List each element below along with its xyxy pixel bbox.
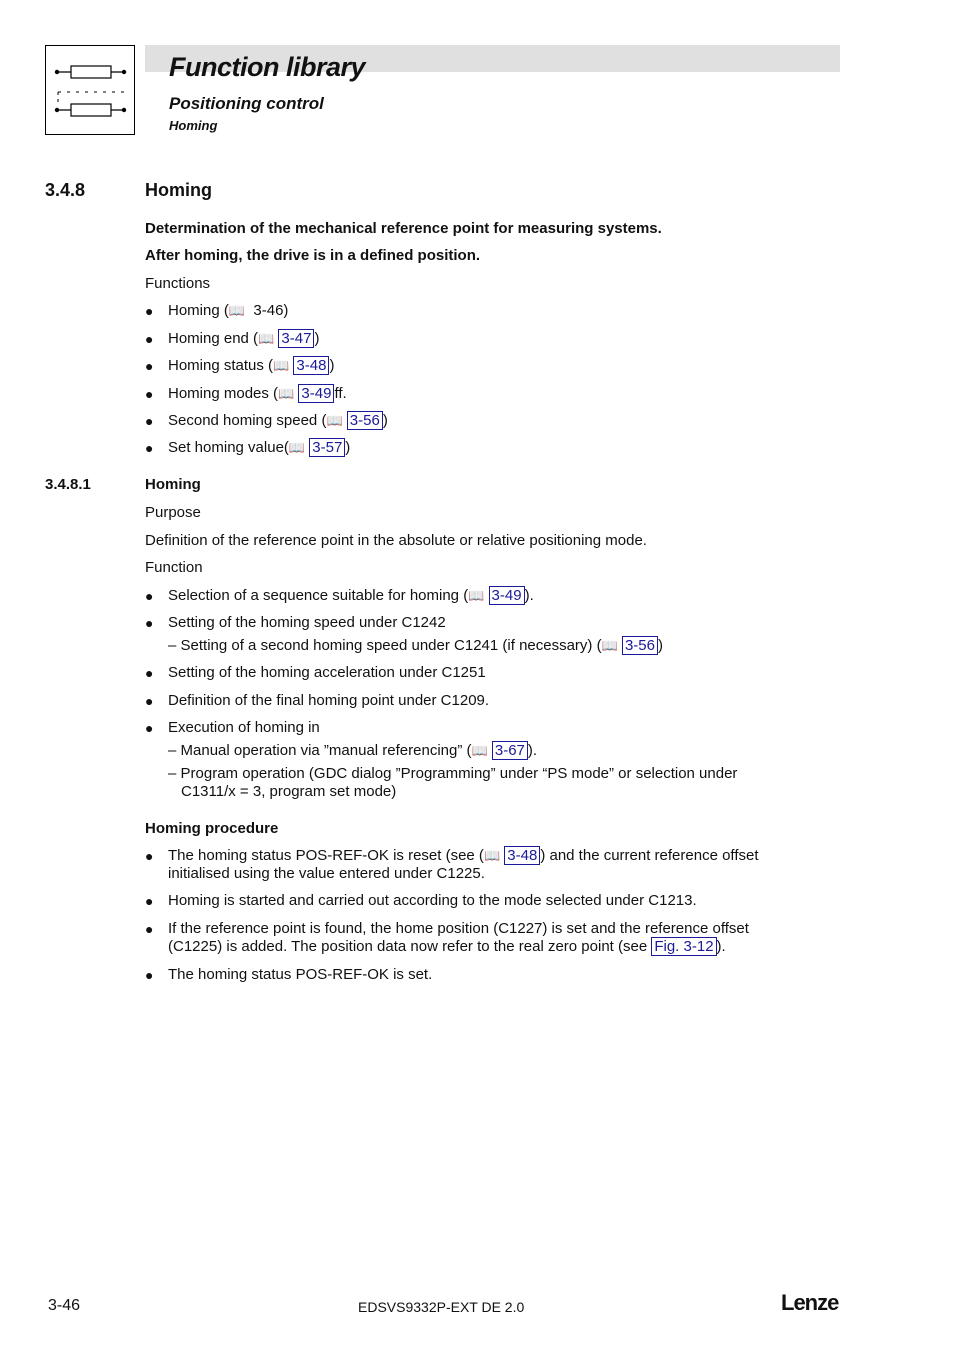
- list-item: The homing status POS-REF-OK is set.: [168, 966, 433, 983]
- list-item: Homing status (📖 3-48 ): [168, 357, 335, 374]
- bullet-icon: ●: [145, 848, 154, 864]
- purpose-label: Purpose: [145, 504, 201, 521]
- section-title: Homing: [145, 180, 212, 200]
- bullet-icon: ●: [145, 588, 154, 604]
- page-ref-link[interactable]: 3-47: [278, 329, 314, 348]
- bullet-icon: ●: [145, 386, 154, 402]
- bullet-icon: ●: [145, 693, 154, 709]
- list-item: Setting of the homing acceleration under C1251: [168, 664, 486, 681]
- figure-ref-link[interactable]: Fig. 3-12: [651, 937, 716, 956]
- bullet-icon: ●: [145, 665, 154, 681]
- book-icon: 📖: [468, 588, 485, 603]
- list-subitem: – Setting of a second homing speed under C1241 (if necessary) (📖 3-56 ): [168, 637, 663, 654]
- function-block-icon: [45, 45, 135, 135]
- page-ref-link[interactable]: 3-56: [347, 411, 383, 430]
- book-icon: 📖: [288, 440, 306, 455]
- bullet-icon: ●: [145, 615, 154, 631]
- page-ref-link[interactable]: 3-56: [622, 636, 658, 655]
- list-item: The homing status POS-REF-OK is reset (see (📖 3-48 ) and the current reference offset: [168, 847, 759, 864]
- subsection-title: Homing: [145, 476, 201, 493]
- bullet-icon: ●: [145, 440, 154, 456]
- book-icon: 📖: [228, 303, 246, 318]
- bullet-icon: ●: [145, 967, 154, 983]
- document-id: EDSVS9332P-EXT DE 2.0: [358, 1299, 525, 1315]
- brand-logo: Lenze: [781, 1290, 839, 1315]
- section-number: 3.4.8: [45, 180, 86, 200]
- book-icon: 📖: [278, 386, 295, 401]
- functions-label: Functions: [145, 275, 211, 292]
- purpose-text: Definition of the reference point in the absolute or relative positioning mode.: [145, 532, 647, 549]
- book-icon: 📖: [273, 358, 290, 373]
- list-item: Setting of the homing speed under C1242: [168, 614, 446, 631]
- list-item: Second homing speed (📖 3-56 ): [168, 412, 388, 429]
- page-subtitle: Positioning control: [169, 94, 324, 113]
- list-item: Set homing value(📖 3-57 ): [168, 439, 351, 456]
- page-ref-link[interactable]: 3-48: [293, 356, 329, 375]
- book-icon: 📖: [483, 848, 501, 863]
- intro-line-2: After homing, the drive is in a defined position.: [145, 247, 481, 264]
- list-item: Homing modes (📖 3-49 ff.: [168, 385, 347, 402]
- bullet-icon: ●: [145, 893, 154, 909]
- list-item: Execution of homing in: [168, 719, 320, 736]
- list-subitem: – Program operation (GDC dialog ”Programming” under “PS mode” or selection under: [168, 765, 738, 782]
- page-number: 3-46: [48, 1297, 81, 1314]
- page-ref-link[interactable]: 3-49: [489, 586, 525, 605]
- list-item-continued: initialised using the value entered under C1225.: [168, 865, 485, 882]
- subsection-number: 3.4.8.1: [45, 476, 91, 493]
- book-icon: 📖: [471, 743, 488, 758]
- bullet-icon: ●: [145, 720, 154, 736]
- page-ref: 3-46: [253, 302, 284, 319]
- procedure-heading: Homing procedure: [145, 820, 279, 837]
- list-item-continued: (C1225) is added. The position data now refer to the real zero point (see Fig. 3-12 ).: [168, 938, 726, 955]
- list-subitem-continued: C1311/x = 3, program set mode): [181, 783, 397, 800]
- page-ref-link[interactable]: 3-49: [298, 384, 334, 403]
- intro-line-1: Determination of the mechanical reference point for measuring systems.: [145, 220, 662, 237]
- list-item: Homing end (📖 3-47 ): [168, 330, 320, 347]
- list-item: Homing is started and carried out according to the mode selected under C1213.: [168, 892, 697, 909]
- book-icon: 📖: [326, 413, 343, 428]
- bullet-icon: ●: [145, 331, 154, 347]
- bullet-icon: ●: [145, 358, 154, 374]
- book-icon: 📖: [601, 638, 618, 653]
- page-ref-link[interactable]: 3-57: [309, 438, 345, 457]
- page-ref-link[interactable]: 3-67: [492, 741, 528, 760]
- list-subitem: – Manual operation via ”manual referencing” (📖 3-67 ).: [168, 742, 538, 759]
- page-title: Function library: [169, 52, 366, 82]
- list-item: Definition of the final homing point under C1209.: [168, 692, 490, 709]
- list-item: Selection of a sequence suitable for homing (📖 3-49 ).: [168, 587, 534, 604]
- bullet-icon: ●: [145, 921, 154, 937]
- page-ref-link[interactable]: 3-48: [504, 846, 540, 865]
- bullet-icon: ●: [145, 303, 154, 319]
- function-label: Function: [145, 559, 203, 576]
- list-item: Homing (📖 3-46): [168, 302, 289, 319]
- bullet-icon: ●: [145, 413, 154, 429]
- list-item: If the reference point is found, the home position (C1227) is set and the reference offset: [168, 920, 749, 937]
- book-icon: 📖: [258, 331, 275, 346]
- page-subsubtitle: Homing: [169, 118, 218, 133]
